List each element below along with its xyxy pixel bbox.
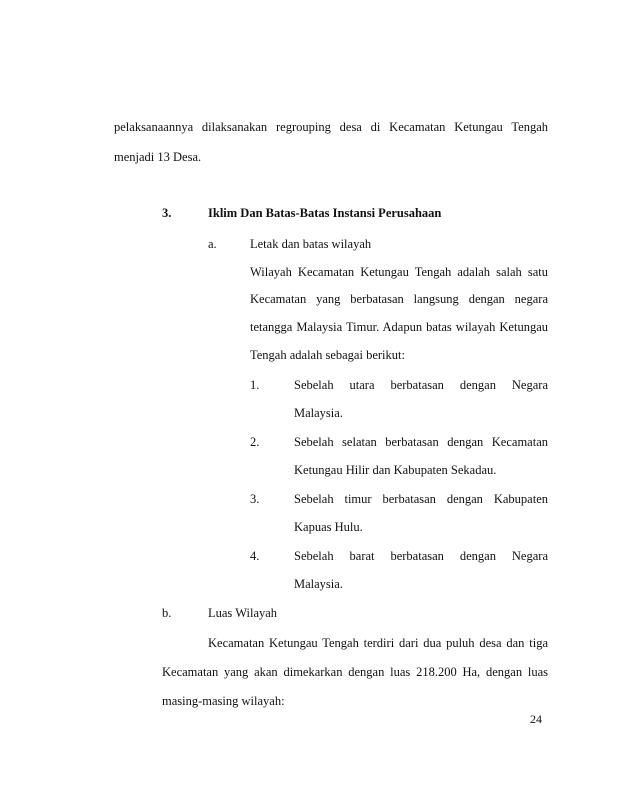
- subsection-b-marker: b.: [162, 606, 172, 620]
- section-number: 3.: [162, 206, 172, 220]
- subsection-a-marker: a.: [208, 237, 217, 251]
- list-item-2-line-2: Ketungau Hilir dan Kabupaten Sekadau.: [294, 463, 497, 477]
- list-item-3-line-2: Kapuas Hulu.: [294, 520, 363, 534]
- list-item-4-number: 4.: [250, 549, 260, 563]
- subsection-a-para-line-2: Kecamatan yang berbatasan langsung dengan negara: [250, 292, 548, 306]
- subsection-a-para-line-3: tetangga Malaysia Timur. Adapun batas wilayah Ketungau: [250, 320, 548, 334]
- subsection-b-title: Luas Wilayah: [208, 606, 278, 620]
- list-item-3-number: 3.: [250, 492, 260, 506]
- subsection-a-title: Letak dan batas wilayah: [250, 237, 372, 251]
- list-item-3-line-1: Sebelah timur berbatasan dengan Kabupaten: [294, 492, 548, 506]
- list-item-1-line-1: Sebelah utara berbatasan dengan Negara: [294, 378, 548, 392]
- section-title: Iklim Dan Batas-Batas Instansi Perusahaan: [208, 206, 442, 220]
- subsection-b-para-line-3: masing-masing wilayah:: [162, 694, 285, 708]
- subsection-a-para-line-1: Wilayah Kecamatan Ketungau Tengah adalah salah satu: [250, 265, 548, 279]
- page-number: 24: [530, 712, 542, 726]
- intro-line-2: menjadi 13 Desa.: [114, 150, 202, 164]
- list-item-2-line-1: Sebelah selatan berbatasan dengan Kecamatan: [294, 435, 548, 449]
- list-item-4-line-1: Sebelah barat berbatasan dengan Negara: [294, 549, 548, 563]
- subsection-b-para-line-1: Kecamatan Ketungau Tengah terdiri dari dua puluh desa dan tiga: [208, 636, 548, 650]
- list-item-4-line-2: Malaysia.: [294, 577, 343, 591]
- intro-line-1: pelaksanaannya dilaksanakan regrouping desa di Kecamatan Ketungau Tengah: [114, 120, 548, 134]
- list-item-1-number: 1.: [250, 378, 260, 392]
- subsection-b-para-line-2: Kecamatan yang akan dimekarkan dengan luas 218.200 Ha, dengan luas: [162, 665, 548, 679]
- list-item-2-number: 2.: [250, 435, 260, 449]
- list-item-1-line-2: Malaysia.: [294, 406, 343, 420]
- subsection-a-para-line-4: Tengah adalah sebagai berikut:: [250, 348, 405, 362]
